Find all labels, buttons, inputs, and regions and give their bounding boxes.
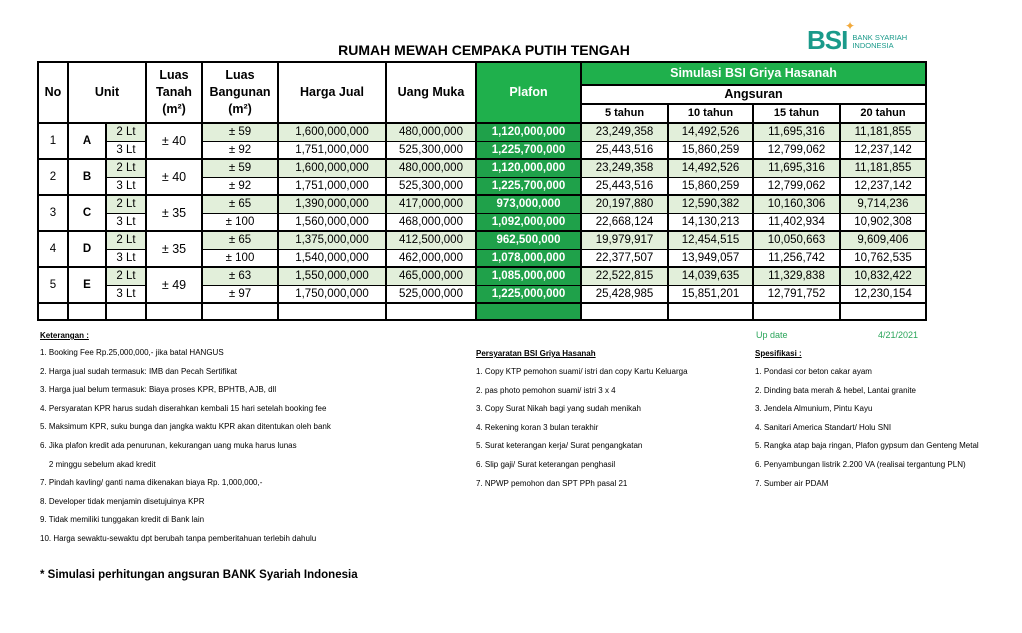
list-item: 2. Dinding bata merah & hebel, Lantai granite (755, 385, 916, 395)
list-item: 4. Sanitari America Standart/ Holu SNI (755, 422, 892, 432)
list-item: 2. Harga jual sudah termasuk: IMB dan Pecah Sertifikat (40, 366, 237, 376)
cell-no: 1 (38, 123, 68, 159)
list-item: 6. Slip gaji/ Surat keterangan penghasil (476, 460, 616, 469)
cell-angsuran: 25,443,516 (581, 141, 668, 159)
cell-lantai: 2 Lt (106, 267, 146, 285)
cell-plafon: 1,120,000,000 (476, 123, 581, 141)
cell-harga-jual: 1,560,000,000 (278, 213, 386, 231)
header-luas-tanah: Luas Tanah (m²) (146, 62, 202, 123)
list-item: 2. pas photo pemohon suami/ istri 3 x 4 (476, 385, 616, 395)
star-icon: ✦ (845, 19, 855, 33)
cell-luas-bangunan: ± 59 (202, 159, 278, 177)
header-uang-muka: Uang Muka (386, 62, 476, 123)
cell-uang-muka: 462,000,000 (386, 249, 476, 267)
cell-luas-bangunan: ± 100 (202, 249, 278, 267)
cell-uang-muka: 480,000,000 (386, 123, 476, 141)
price-table (37, 61, 927, 321)
cell-plafon: 1,225,700,000 (476, 141, 581, 159)
cell-angsuran: 9,714,236 (840, 195, 926, 213)
spesifikasi-heading: Spesifikasi : (755, 349, 802, 358)
cell-angsuran: 15,860,259 (668, 141, 753, 159)
cell-harga-jual: 1,750,000,000 (278, 285, 386, 303)
cell-luas-bangunan: ± 97 (202, 285, 278, 303)
logo-wordmark: BSI ✦ (807, 19, 855, 55)
header-tenor-5: 5 tahun (581, 104, 668, 123)
cell-luas-bangunan: ± 92 (202, 177, 278, 195)
update-label: Up date (756, 330, 788, 340)
cell-harga-jual: 1,751,000,000 (278, 141, 386, 159)
cell-angsuran: 14,492,526 (668, 123, 753, 141)
cell-angsuran: 25,428,985 (581, 285, 668, 303)
cell-angsuran: 10,050,663 (753, 231, 840, 249)
cell-luas-bangunan: ± 100 (202, 213, 278, 231)
cell-lantai: 2 Lt (106, 231, 146, 249)
cell-no: 5 (38, 267, 68, 303)
cell-angsuran: 11,402,934 (753, 213, 840, 231)
cell-unit: E (68, 267, 106, 303)
cell-luas-tanah: ± 40 (146, 123, 202, 159)
list-item: 4. Rekening koran 3 bulan terakhir (476, 422, 599, 432)
cell-plafon: 1,225,700,000 (476, 177, 581, 195)
cell-angsuran: 20,197,880 (581, 195, 668, 213)
update-date: 4/21/2021 (878, 330, 919, 340)
list-item: 1. Copy KTP pemohon suami/ istri dan copy Kartu Keluarga (476, 367, 688, 376)
table-row (38, 231, 926, 249)
cell-uang-muka: 465,000,000 (386, 267, 476, 285)
list-item: 1. Pondasi cor beton cakar ayam (755, 367, 872, 376)
cell-angsuran: 23,249,358 (581, 123, 668, 141)
table-row (38, 159, 926, 177)
list-item: 10. Harga sewaktu-sewaktu dpt berubah tanpa pemberitahuan terlebih dahulu (40, 534, 317, 543)
list-item: 9. Tidak memiliki tunggakan kredit di Bank lain (40, 515, 205, 525)
cell-no: 2 (38, 159, 68, 195)
list-item: 4. Persyaratan KPR harus sudah diserahkan kembali 15 hari setelah booking fee (40, 403, 327, 413)
cell-angsuran: 14,492,526 (668, 159, 753, 177)
cell-angsuran: 19,979,917 (581, 231, 668, 249)
list-item: 5. Rangka atap baja ringan, Plafon gypsum dan Genteng Metal (755, 441, 979, 451)
list-item: 5. Maksimum KPR, suku bunga dan jangka waktu KPR akan ditentukan oleh bank (40, 422, 331, 432)
cell-angsuran: 12,791,752 (753, 285, 840, 303)
cell-angsuran: 12,799,062 (753, 177, 840, 195)
cell-plafon: 973,000,000 (476, 195, 581, 213)
keterangan-heading: Keterangan : (40, 331, 89, 340)
header-tenor-20: 20 tahun (840, 104, 926, 123)
cell-harga-jual: 1,375,000,000 (278, 231, 386, 249)
cell-angsuran: 10,902,308 (840, 213, 926, 231)
list-item: 7. Sumber air PDAM (755, 478, 829, 488)
list-item: 3. Copy Surat Nikah bagi yang sudah menikah (476, 404, 641, 414)
empty-row (38, 303, 926, 320)
cell-plafon: 962,500,000 (476, 231, 581, 249)
cell-angsuran: 14,130,213 (668, 213, 753, 231)
cell-plafon: 1,120,000,000 (476, 159, 581, 177)
cell-angsuran: 22,522,815 (581, 267, 668, 285)
cell-luas-bangunan: ± 92 (202, 141, 278, 159)
cell-lantai: 3 Lt (106, 141, 146, 159)
table-row (38, 195, 926, 213)
cell-lantai: 3 Lt (106, 249, 146, 267)
cell-no: 4 (38, 231, 68, 267)
cell-angsuran: 10,832,422 (840, 267, 926, 285)
cell-angsuran: 23,249,358 (581, 159, 668, 177)
page-title: RUMAH MEWAH CEMPAKA PUTIH TENGAH (338, 42, 630, 58)
cell-luas-tanah: ± 35 (146, 231, 202, 267)
cell-angsuran: 11,181,855 (840, 123, 926, 141)
header-harga-jual: Harga Jual (278, 62, 386, 123)
table-row (38, 267, 926, 285)
cell-angsuran: 9,609,406 (840, 231, 926, 249)
list-item: 7. Pindah kavling/ ganti nama dikenakan biaya Rp. 1,000,000,- (40, 478, 263, 488)
header-tenor-15: 15 tahun (753, 104, 840, 123)
list-item: 5. Surat keterangan kerja/ Surat pengangkatan (476, 441, 643, 451)
cell-angsuran: 12,454,515 (668, 231, 753, 249)
cell-uang-muka: 417,000,000 (386, 195, 476, 213)
cell-plafon: 1,085,000,000 (476, 267, 581, 285)
cell-luas-tanah: ± 49 (146, 267, 202, 303)
logo-subtitle: BANK SYARIAH INDONESIA (852, 33, 908, 50)
cell-angsuran: 10,762,535 (840, 249, 926, 267)
cell-harga-jual: 1,550,000,000 (278, 267, 386, 285)
cell-lantai: 3 Lt (106, 177, 146, 195)
header-luas-bangunan: Luas Bangunan (m²) (202, 62, 278, 123)
cell-no: 3 (38, 195, 68, 231)
header-no: No (38, 62, 68, 123)
cell-plafon: 1,092,000,000 (476, 213, 581, 231)
header-angsuran: Angsuran (581, 85, 926, 104)
cell-angsuran: 15,851,201 (668, 285, 753, 303)
header-tenor-10: 10 tahun (668, 104, 753, 123)
cell-luas-bangunan: ± 63 (202, 267, 278, 285)
cell-uang-muka: 468,000,000 (386, 213, 476, 231)
cell-angsuran: 12,230,154 (840, 285, 926, 303)
persyaratan-heading: Persyaratan BSI Griya Hasanah (476, 349, 596, 358)
cell-angsuran: 14,039,635 (668, 267, 753, 285)
cell-uang-muka: 412,500,000 (386, 231, 476, 249)
header-plafon: Plafon (476, 62, 581, 123)
cell-angsuran: 12,237,142 (840, 177, 926, 195)
cell-unit: C (68, 195, 106, 231)
list-item: 2 minggu sebelum akad kredit (40, 459, 156, 469)
cell-luas-tanah: ± 40 (146, 159, 202, 195)
cell-lantai: 2 Lt (106, 195, 146, 213)
list-item: 6. Jika plafon kredit ada penurunan, kekurangan uang muka harus lunas (40, 441, 297, 450)
cell-angsuran: 25,443,516 (581, 177, 668, 195)
header-unit: Unit (68, 62, 146, 123)
cell-angsuran: 12,799,062 (753, 141, 840, 159)
cell-harga-jual: 1,600,000,000 (278, 159, 386, 177)
cell-angsuran: 11,256,742 (753, 249, 840, 267)
cell-angsuran: 22,377,507 (581, 249, 668, 267)
cell-angsuran: 12,590,382 (668, 195, 753, 213)
list-item: 3. Jendela Almunium, Pintu Kayu (755, 404, 873, 414)
cell-unit: D (68, 231, 106, 267)
list-item: 8. Developer tidak menjamin disetujuinya KPR (40, 496, 205, 506)
cell-uang-muka: 525,300,000 (386, 177, 476, 195)
list-item: 6. Penyambungan listrik 2.200 VA (realisai tergantung PLN) (755, 460, 966, 469)
cell-harga-jual: 1,540,000,000 (278, 249, 386, 267)
cell-lantai: 2 Lt (106, 123, 146, 141)
footnote: * Simulasi perhitungan angsuran BANK Syariah Indonesia (40, 569, 358, 581)
cell-angsuran: 15,860,259 (668, 177, 753, 195)
cell-luas-bangunan: ± 65 (202, 195, 278, 213)
cell-luas-tanah: ± 35 (146, 195, 202, 231)
bsi-logo (807, 19, 908, 55)
cell-lantai: 3 Lt (106, 285, 146, 303)
cell-uang-muka: 480,000,000 (386, 159, 476, 177)
cell-angsuran: 11,695,316 (753, 159, 840, 177)
cell-angsuran: 22,668,124 (581, 213, 668, 231)
cell-harga-jual: 1,390,000,000 (278, 195, 386, 213)
cell-harga-jual: 1,600,000,000 (278, 123, 386, 141)
cell-angsuran: 12,237,142 (840, 141, 926, 159)
cell-unit: A (68, 123, 106, 159)
cell-luas-bangunan: ± 59 (202, 123, 278, 141)
cell-lantai: 2 Lt (106, 159, 146, 177)
table-row (38, 123, 926, 141)
cell-harga-jual: 1,751,000,000 (278, 177, 386, 195)
cell-plafon: 1,225,000,000 (476, 285, 581, 303)
cell-angsuran: 13,949,057 (668, 249, 753, 267)
list-item: 1. Booking Fee Rp.25,000,000,- jika batal HANGUS (40, 348, 224, 357)
cell-luas-bangunan: ± 65 (202, 231, 278, 249)
cell-plafon: 1,078,000,000 (476, 249, 581, 267)
cell-lantai: 3 Lt (106, 213, 146, 231)
list-item: 7. NPWP pemohon dan SPT PPh pasal 21 (476, 478, 628, 488)
cell-angsuran: 10,160,306 (753, 195, 840, 213)
header-simulasi: Simulasi BSI Griya Hasanah (581, 62, 926, 85)
list-item: 3. Harga jual belum termasuk: Biaya proses KPR, BPHTB, AJB, dll (40, 385, 277, 395)
cell-unit: B (68, 159, 106, 195)
cell-uang-muka: 525,000,000 (386, 285, 476, 303)
cell-angsuran: 11,695,316 (753, 123, 840, 141)
cell-uang-muka: 525,300,000 (386, 141, 476, 159)
cell-angsuran: 11,329,838 (753, 267, 840, 285)
cell-angsuran: 11,181,855 (840, 159, 926, 177)
